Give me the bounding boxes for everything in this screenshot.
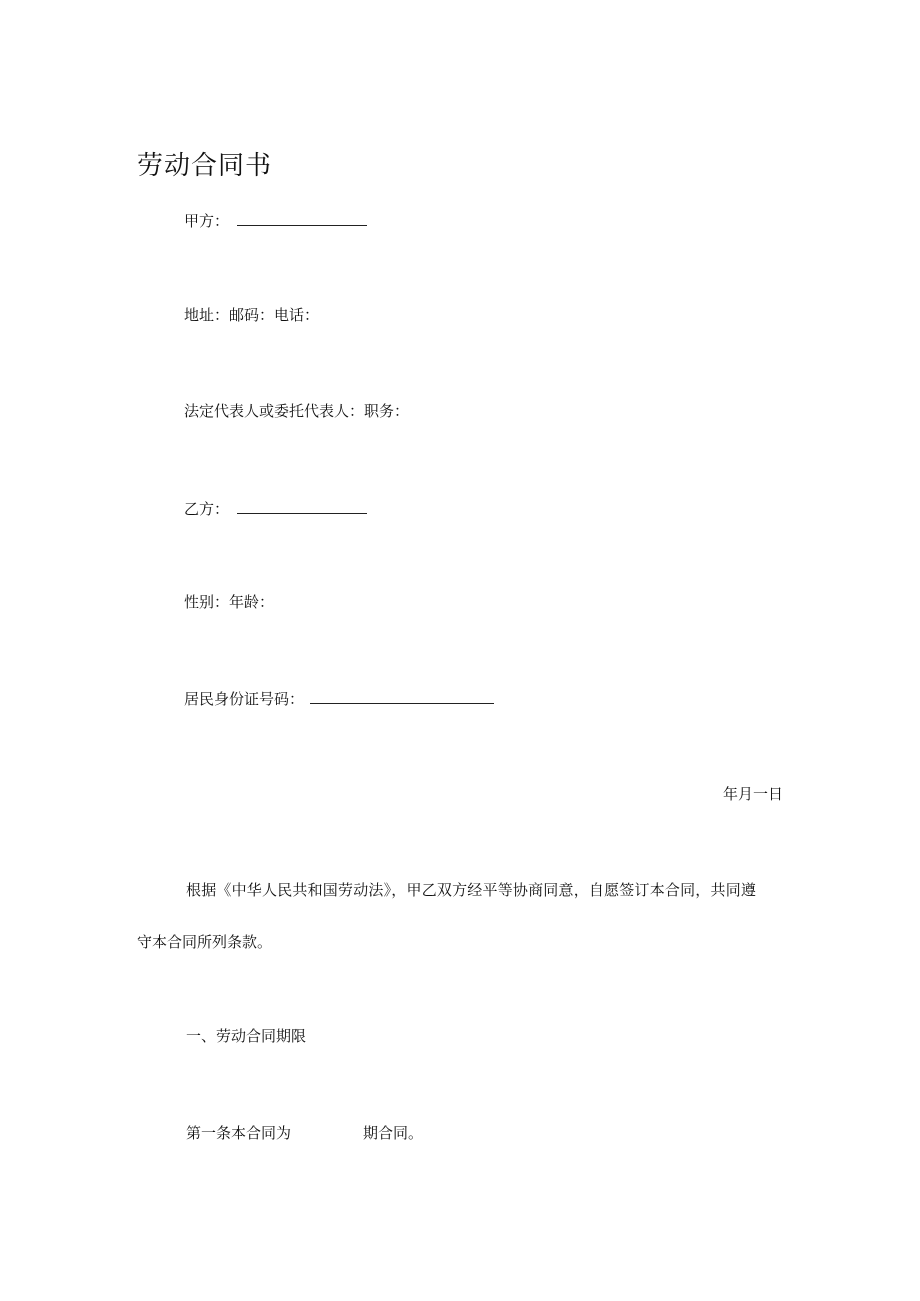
- gender-age-line: 性别：年龄：: [184, 593, 275, 611]
- representative-line: 法定代表人或委托代表人：职务：: [184, 402, 410, 420]
- party-b-label: 乙方：: [184, 500, 230, 518]
- date-line: 年月一日: [722, 785, 783, 803]
- id-number-row: [184, 687, 494, 710]
- article1-part2: 期合同。: [363, 1124, 424, 1142]
- intro-paragraph-line2: 守本合同所列条款。: [137, 933, 273, 951]
- party-a-blank: [237, 209, 367, 226]
- document-title: 劳动合同书: [137, 151, 273, 181]
- article1-row: [186, 1122, 423, 1144]
- id-number-label: 居民身份证号码：: [184, 690, 305, 708]
- id-number-blank: [310, 687, 494, 704]
- party-a-label: 甲方：: [184, 212, 230, 230]
- intro-paragraph-line1: 根据《中华人民共和国劳动法》，甲乙双方经平等协商同意，自愿签订本合同，共同遵: [186, 881, 757, 899]
- address-line: 地址：邮码：电话：: [184, 306, 320, 324]
- article1-part1: 第一条本合同为: [186, 1124, 292, 1142]
- party-b-blank: [237, 497, 367, 514]
- party-a-row: [184, 209, 367, 232]
- section1-heading: 一、劳动合同期限: [186, 1027, 307, 1045]
- party-b-row: [184, 497, 367, 520]
